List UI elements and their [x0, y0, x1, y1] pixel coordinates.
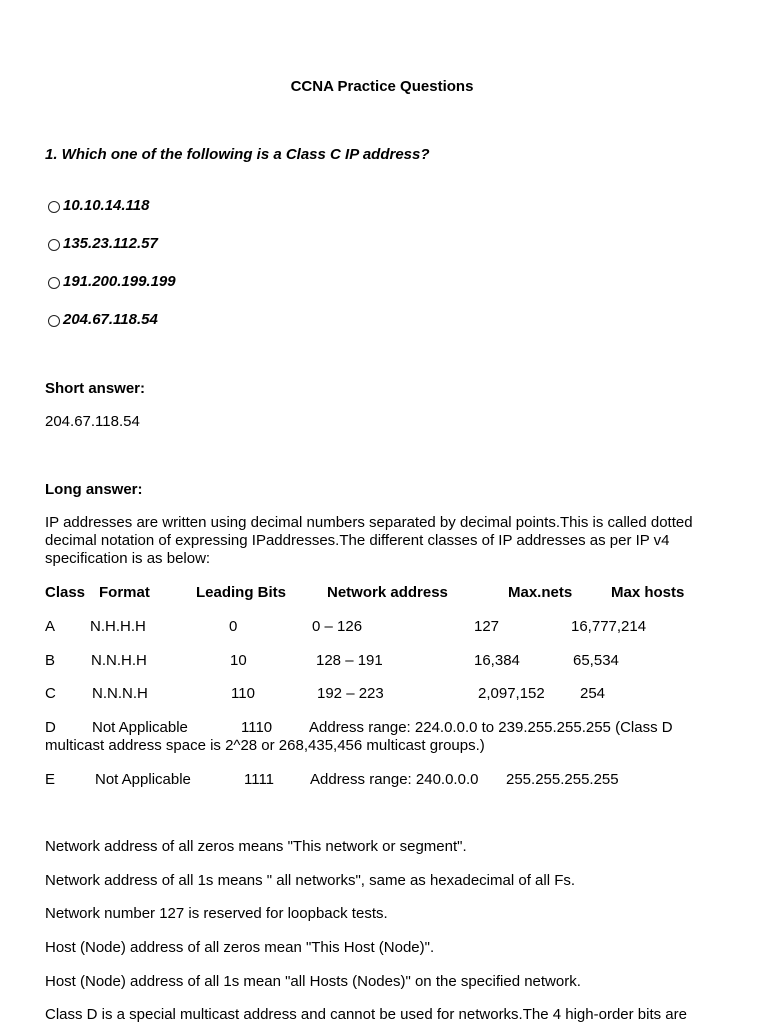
table-cell: Address range: 240.0.0.0: [310, 771, 479, 788]
short-answer-value: 204.67.118.54: [45, 413, 140, 430]
table-cell: D: [45, 719, 56, 736]
header-class: Class: [45, 584, 86, 601]
option-1[interactable]: [48, 197, 149, 215]
header-max-hosts: Max hosts: [611, 584, 685, 601]
radio-button[interactable]: [48, 277, 60, 289]
table-cell: 65,534: [573, 652, 619, 669]
option-label: 191.200.199.199: [63, 273, 176, 290]
option-3[interactable]: [48, 273, 176, 291]
table-cell: 254: [580, 685, 606, 702]
table-cell: 2,097,152: [478, 685, 545, 702]
table-cell: 10: [230, 652, 247, 669]
table-cell: 16,777,214: [571, 618, 647, 635]
table-cell: 127: [474, 618, 500, 635]
table-cell: 1111: [244, 771, 275, 788]
table-cell: Not Applicable: [95, 771, 191, 788]
table-cell: multicast address space is 2^28 or 268,435,456 multicast groups.): [45, 737, 485, 754]
header-network-address: Network address: [327, 584, 448, 601]
radio-button[interactable]: [48, 315, 60, 327]
radio-button[interactable]: [48, 239, 60, 251]
table-cell: N.H.H.H: [90, 618, 146, 635]
header-max-nets: Max.nets: [508, 584, 573, 601]
page-title: CCNA Practice Questions: [290, 78, 474, 95]
note-line: Network address of all 1s means " all networks", same as hexadecimal of all Fs.: [45, 872, 576, 889]
note-line: Network address of all zeros means "This network or segment".: [45, 838, 467, 855]
table-cell: 110: [231, 685, 255, 702]
note-line: Network number 127 is reserved for loopback tests.: [45, 905, 388, 922]
long-answer-heading: Long answer:: [45, 481, 143, 498]
table-cell: 0: [229, 618, 238, 635]
note-line: Host (Node) address of all 1s mean "all Hosts (Nodes)" on the specified network.: [45, 973, 581, 990]
table-cell: A: [45, 618, 56, 635]
intro-paragraph: IP addresses are written using decimal numbers separated by decimal points.This is called dotted decimal notation of expressing IPaddresses.The different classes of IP addresses as per IP v4 specification is as below:: [45, 514, 693, 567]
header-format: Format: [99, 584, 150, 601]
radio-button[interactable]: [48, 201, 60, 213]
note-line: Class D is a special multicast address and cannot be used for networks.The 4 high-order bits are: [45, 1006, 687, 1023]
question-text: 1. Which one of the following is a Class C IP address?: [45, 146, 430, 163]
table-cell: 255.255.255.255: [506, 771, 619, 788]
option-label: 10.10.14.118: [63, 197, 150, 214]
table-cell: 16,384: [474, 652, 520, 669]
option-label: 204.67.118.54: [63, 311, 158, 328]
table-cell: 192 – 223: [317, 685, 384, 702]
option-2[interactable]: [48, 235, 158, 253]
header-leading-bits: Leading Bits: [196, 584, 287, 601]
note-line: Host (Node) address of all zeros mean "This Host (Node)".: [45, 939, 435, 956]
table-cell: 128 – 191: [316, 652, 383, 669]
table-cell: 0 – 126: [312, 618, 363, 635]
short-answer-heading: Short answer:: [45, 380, 146, 397]
table-cell: N.N.N.H: [92, 685, 148, 702]
table-cell: B: [45, 652, 56, 669]
table-cell: Address range: 224.0.0.0 to 239.255.255.255 (Class D: [309, 719, 673, 736]
table-cell: E: [45, 771, 56, 788]
table-cell: C: [45, 685, 56, 702]
option-4[interactable]: [48, 311, 158, 329]
table-cell: N.N.H.H: [91, 652, 147, 669]
table-cell: Not Applicable: [92, 719, 188, 736]
table-cell: 1110: [241, 719, 273, 736]
option-label: 135.23.112.57: [63, 235, 158, 252]
